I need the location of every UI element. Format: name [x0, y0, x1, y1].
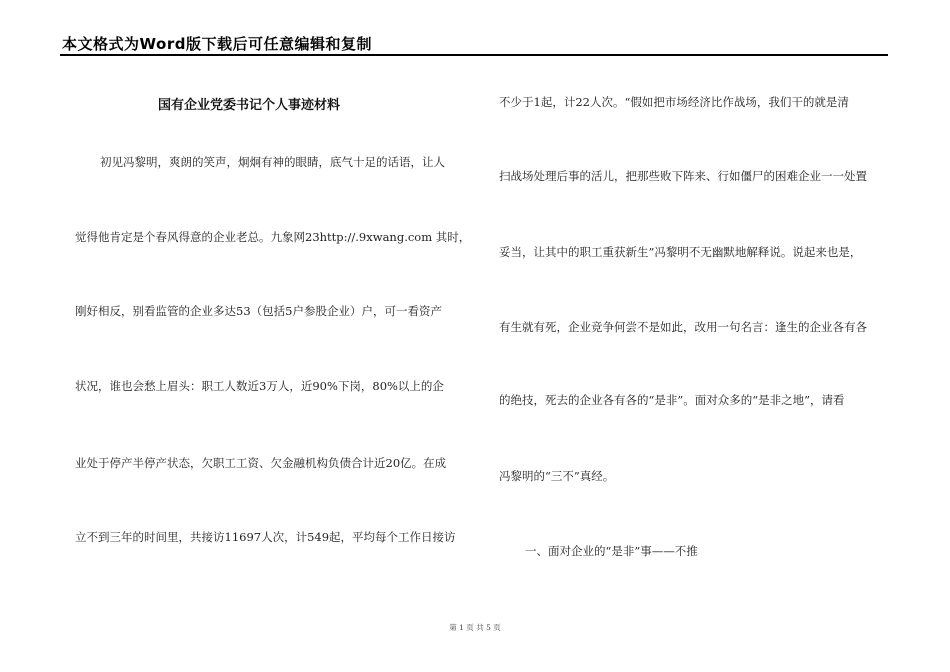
right-paragraph-line: 冯黎明的“三不”真经。: [499, 469, 615, 483]
left-paragraph-line: 状况，谁也会愁上眉头：职工人数近3万人，近90%下岗，80%以上的企: [75, 379, 444, 393]
right-paragraph-line: 不少于1起，计22人次。“假如把市场经济比作战场，我们干的就是清: [499, 95, 849, 109]
header-divider: [60, 54, 888, 56]
left-paragraph-line: 业处于停产半停产状态，欠职工工资、欠金融机构负债合计近20亿。在成: [75, 456, 447, 470]
right-paragraph-line: 有生就有死，企业竞争何尝不是如此，改用一句名言：逢生的企业各有各: [499, 320, 867, 334]
left-paragraph-line: 立不到三年的时间里，共接访11697人次，计549起，平均每个工作日接访: [75, 530, 456, 544]
right-paragraph-line: 扫战场处理后事的活儿，把那些败下阵来、行如僵尸的困难企业一一处置: [499, 169, 867, 183]
section-heading: 一、面对企业的“是非”事——不推: [525, 544, 698, 558]
left-paragraph-line: 初见冯黎明，爽朗的笑声，炯炯有神的眼睛，底气十足的话语，让人: [100, 155, 445, 169]
document-title: 国有企业党委书记个人事迹材料: [158, 98, 341, 113]
right-paragraph-line: 的绝技，死去的企业各有各的“是非”。面对众多的“是非之地”，请看: [499, 393, 845, 407]
right-paragraph-line: 妥当，让其中的职工重获新生”冯黎明不无幽默地解释说。说起来也是，: [499, 245, 862, 259]
left-paragraph-line: 刚好相反，别看监管的企业多达53（包括5户参股企业）户，可一看资产: [75, 304, 442, 318]
page-footer: 第 1 页 共 5 页: [449, 623, 501, 632]
page-header-title: 本文格式为Word版下载后可任意编辑和复制: [62, 35, 372, 53]
left-paragraph-line: 觉得他肯定是个春风得意的企业老总。九象网23http://.9xwang.com 其时，: [75, 230, 471, 244]
